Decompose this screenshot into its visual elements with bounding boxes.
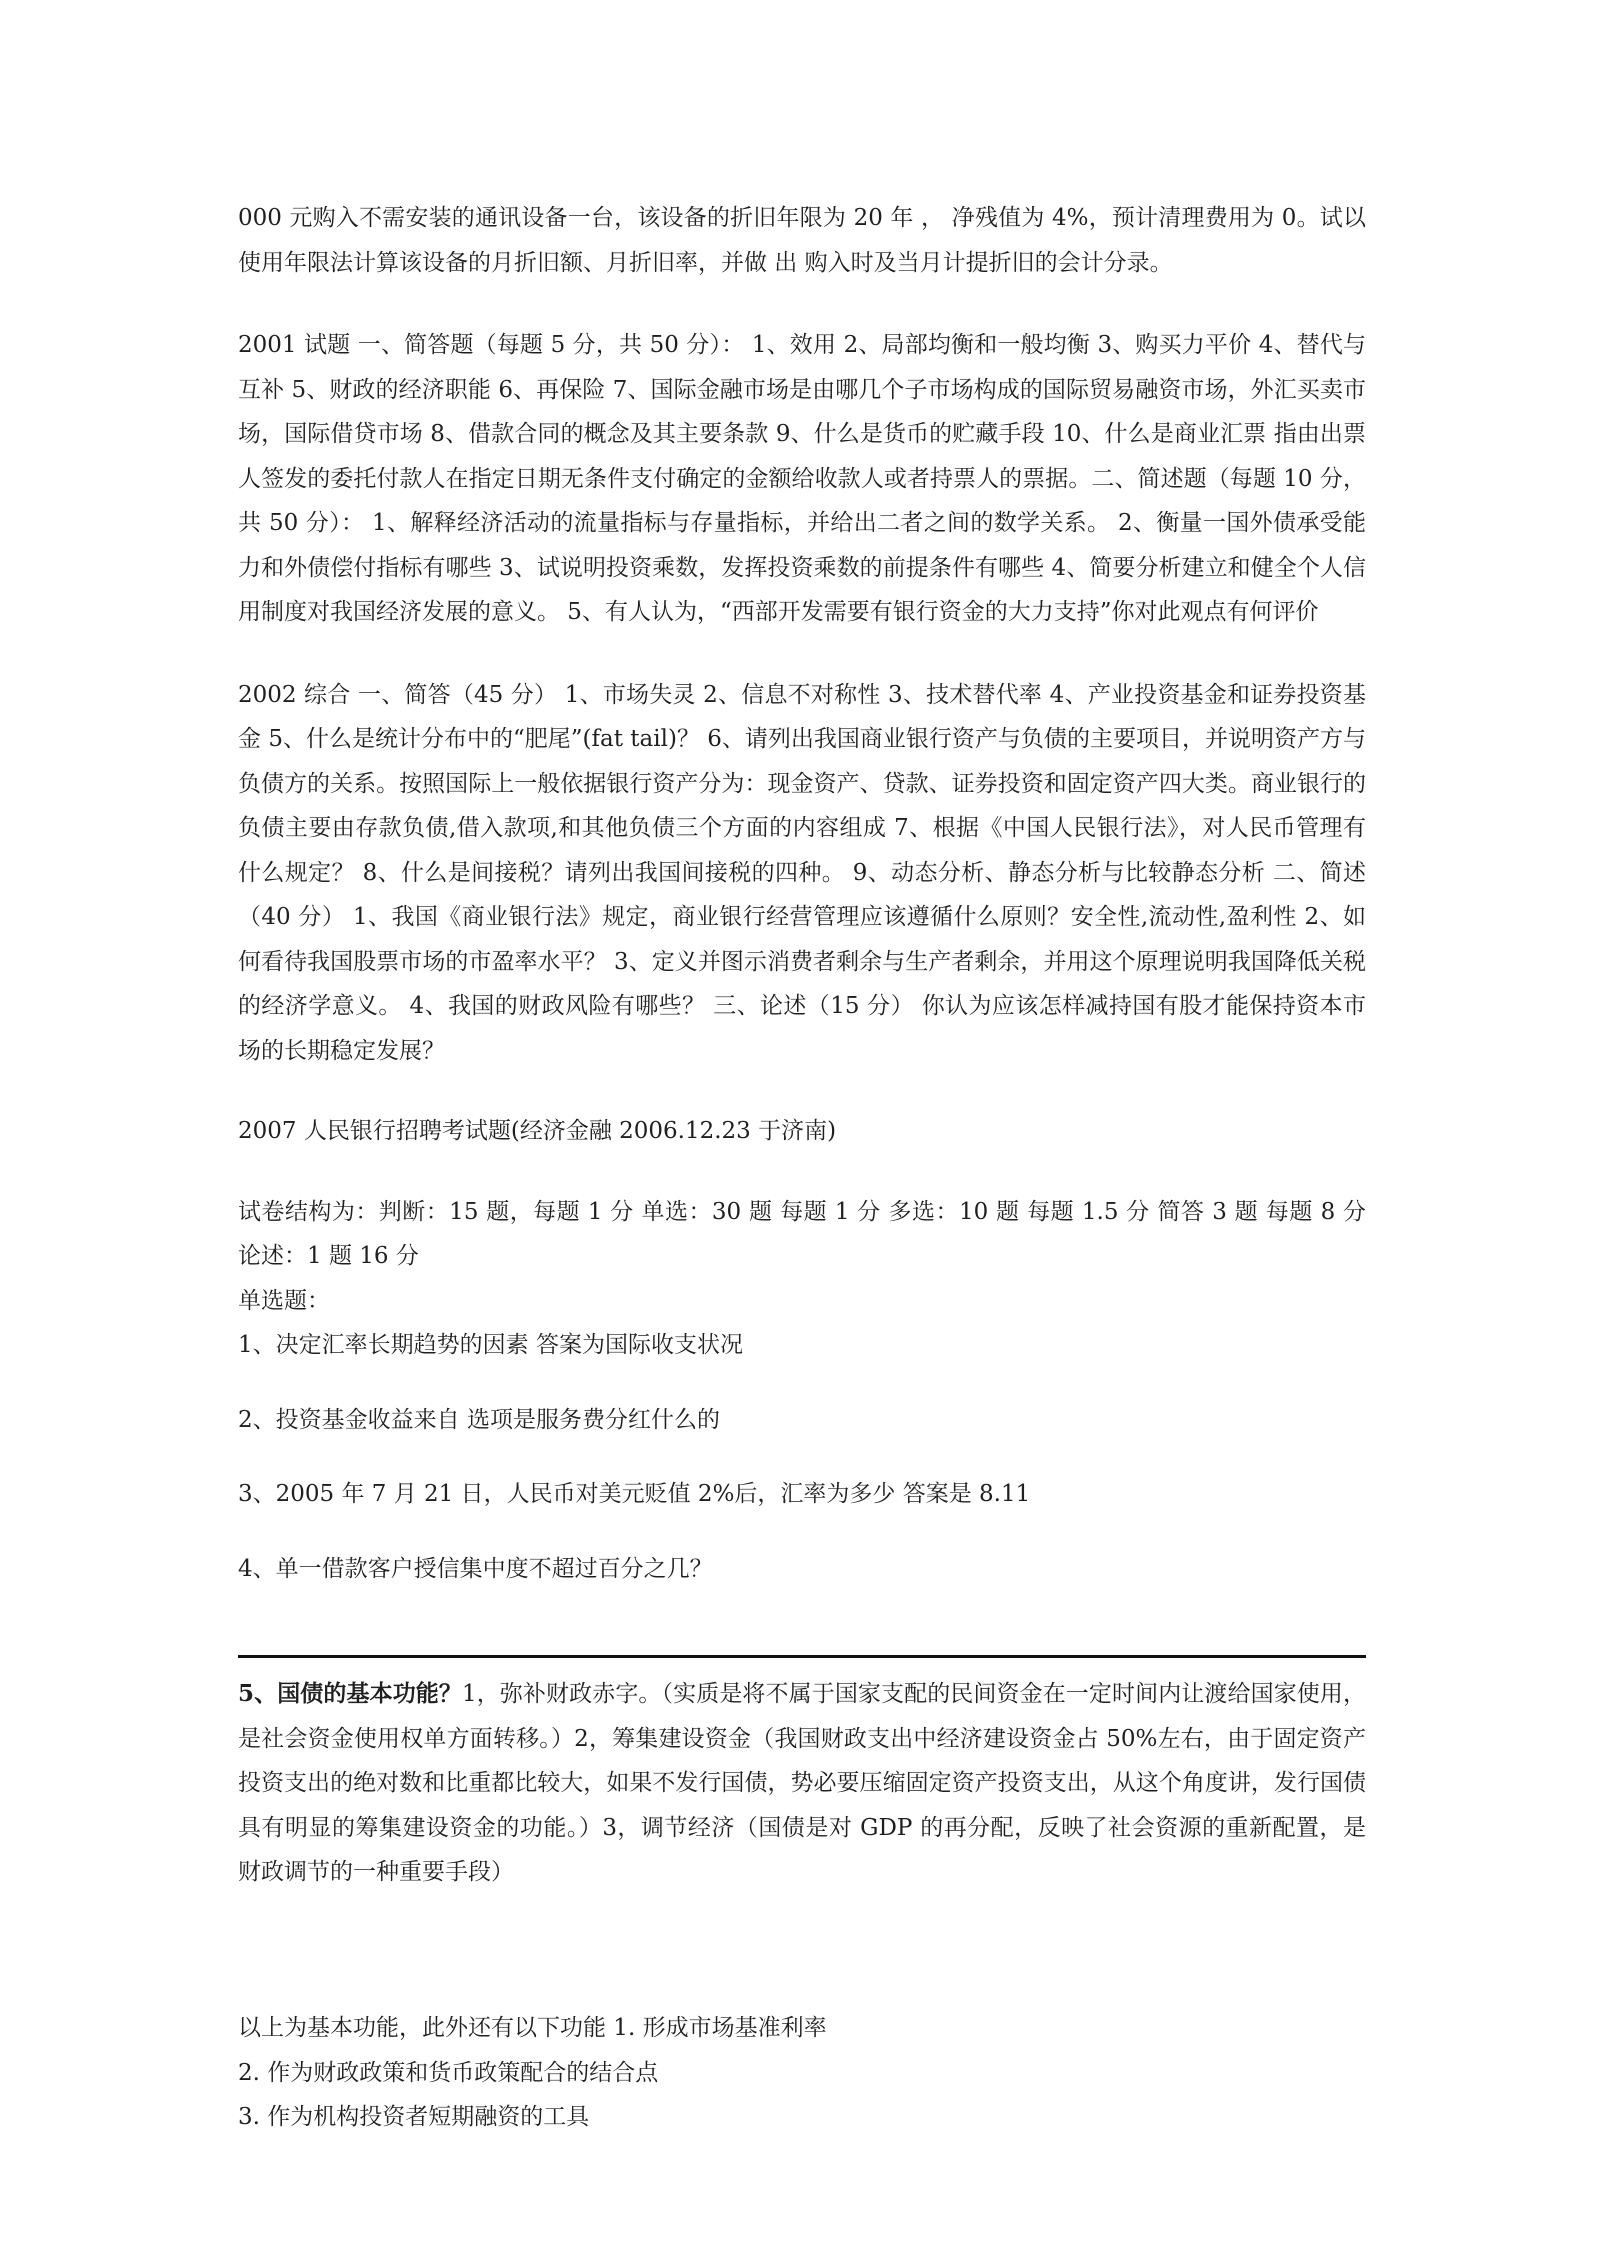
extra-function-3: 3. 作为机构投资者短期融资的工具 bbox=[238, 2104, 590, 2130]
exam-structure: 试卷结构为：判断：15 题，每题 1 分 单选：30 题 每题 1 分 多选：10 题 每题 1.5 分 简答 3 题 每题 8 分 论述：1 题 16 分 bbox=[238, 1198, 1366, 1269]
question-3: 3、2005 年 7 月 21 日，人民币对美元贬值 2%后，汇率为多少 答案是 8.11 bbox=[238, 1481, 1031, 1507]
question-5-block bbox=[238, 1672, 1366, 1895]
question-4: 4、单一借款客户授信集中度不超过百分之几？ bbox=[238, 1555, 713, 1582]
question-5-title: 5、国债的基本功能？ bbox=[238, 1680, 462, 1707]
question-5 bbox=[238, 1672, 1366, 1895]
extra-functions-block bbox=[238, 2006, 1366, 2140]
page-body bbox=[238, 196, 1366, 1591]
single-choice-label: 单选题： bbox=[238, 1287, 330, 1314]
exam-2002-paragraph: 2002 综合 一、简答（45 分） 1、市场失灵 2、信息不对称性 3、技术替代率 4、产业投资基金和证券投资基金 5、什么是统计分布中的“肥尾”(fat tail)？ 6、请列出我国商业银行资产与负债的主要项目，并说明资产方与负债方的关系。按照国际上一般依据银行资产分为：现金资产、贷款、证券投资和固定资产四大类。商业银行的负债主要由存款负债,借入款项,和其他负债三个方面的内容组成 7、根据《中国人民银行法》，对人民币管理有什么规定？ 8、什么是间接税？请列出我国间接税的四种。 9、动态分析、静态分析与比较静态分析 二、简述（40 分） 1、我国《商业银行法》规定，商业银行经营管理应该遵循什么原则？安全性,流动性,盈利性 2、如何看待我国股票市场的市盈率水平？ 3、定义并图示消费者剩余与生产者剩余，并用这个原理说明我国降低关税的经济学意义。 4、我国的财政风险有哪些？ 三、论述（15 分） 你认为应该怎样减持国有股才能保持资本市场的长期稳定发展？ bbox=[238, 681, 1366, 1064]
question-2: 2、投资基金收益来自 选项是服务费分红什么的 bbox=[238, 1406, 720, 1433]
continuation-paragraph: 000 元购入不需安装的通讯设备一台，该设备的折旧年限为 20 年 ， 净残值为 4%，预计清理费用为 0。试以使用年限法计算该设备的月折旧额、月折旧率，并做 出 购入时及当月计提折旧的会计分录。 bbox=[238, 205, 1366, 276]
extra-function-2: 2. 作为财政政策和货币政策配合的结合点 bbox=[238, 2059, 659, 2086]
exam-2007-title: 2007 人民银行招聘考试题(经济金融 2006.12.23 于济南) bbox=[238, 1118, 837, 1144]
question-1: 1、决定汇率长期趋势的因素 答案为国际收支状况 bbox=[238, 1332, 743, 1358]
question-5-body: 1，弥补财政赤字。（实质是将不属于国家支配的民间资金在一定时间内让渡给国家使用，是社会资金使用权单方面转移。）2，筹集建设资金（我国财政支出中经济建设资金占 50%左右，由于固定资产投资支出的绝对数和比重都比较大，如果不发行国债，势必要压缩固定资产投资支出，从这个角度讲，发行国债具有明显的筹集建设资金的功能。）3，调节经济（国债是对 GDP 的再分配，反映了社会资源的重新配置，是财政调节的一种重要手段） bbox=[238, 1681, 1366, 1885]
extra-function-1: 以上为基本功能，此外还有以下功能 1. 形成市场基准利率 bbox=[238, 2015, 827, 2041]
section-divider bbox=[238, 1655, 1366, 1658]
exam-2001-paragraph: 2001 试题 一、简答题（每题 5 分，共 50 分）： 1、效用 2、局部均衡和一般均衡 3、购买力平价 4、替代与互补 5、财政的经济职能 6、再保险 7、国际金融市场是由哪几个子市场构成的国际贸易融资市场，外汇买卖市场，国际借贷市场 8、借款合同的概念及其主要条款 9、什么是货币的贮藏手段 10、什么是商业汇票 指由出票人签发的委托付款人在指定日期无条件支付确定的金额给收款人或者持票人的票据。二、简述题（每题 10 分，共 50 分）： 1、解释经济活动的流量指标与存量指标，并给出二者之间的数学关系。 2、衡量一国外债承受能力和外债偿付指标有哪些 3、试说明投资乘数，发挥投资乘数的前提条件有哪些 4、简要分析建立和健全个人信用制度对我国经济发展的意义。 5、有人认为，“西部开发需要有银行资金的大力支持”你对此观点有何评价 bbox=[238, 332, 1366, 625]
